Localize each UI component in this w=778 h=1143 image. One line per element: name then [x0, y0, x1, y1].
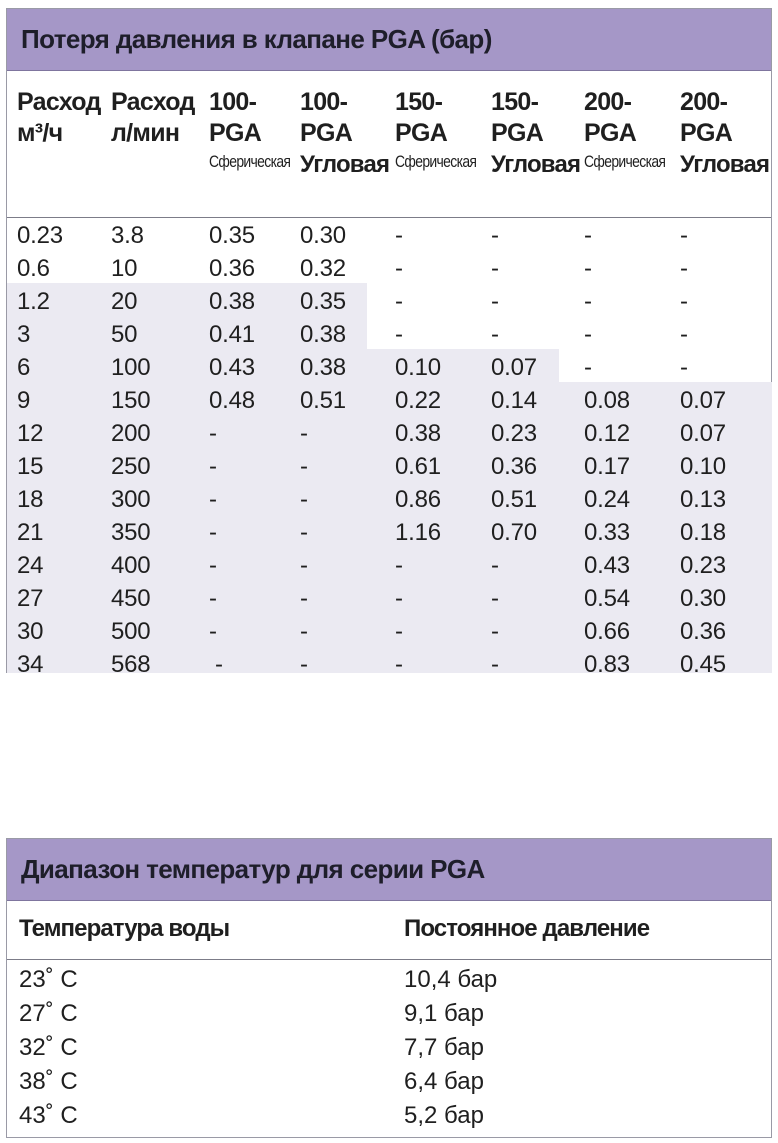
- header-150-pga-globe: [395, 87, 494, 174]
- table-row: [7, 1031, 771, 1065]
- table-cell: 0.36: [209, 255, 255, 282]
- table-cell: 0.83: [584, 651, 630, 678]
- table-row: [7, 1065, 771, 1099]
- header-model: PGA: [584, 119, 637, 147]
- header-type: Угловая: [300, 151, 390, 178]
- table-cell: -: [584, 321, 592, 348]
- table-cell: 0.12: [584, 420, 630, 447]
- table-cell: 0.23: [491, 420, 537, 447]
- table-row: [7, 219, 771, 252]
- header-unit: м³/ч: [17, 119, 63, 147]
- table-cell: 6,4 бар: [404, 1068, 484, 1095]
- table-cell: 500: [111, 618, 151, 645]
- temperature-range-header: [7, 901, 771, 959]
- header-model: PGA: [680, 119, 733, 147]
- table-cell: -: [395, 585, 403, 612]
- temperature-range-rows: [7, 963, 771, 1133]
- table-cell: 0.17: [584, 453, 630, 480]
- table-cell: 300: [111, 486, 151, 513]
- table-row: [7, 549, 771, 582]
- header-model: PGA: [395, 119, 448, 147]
- table-cell: 150: [111, 387, 151, 414]
- table-cell: -: [680, 255, 688, 282]
- table-cell: 0.43: [209, 354, 255, 381]
- header-size: 200-: [680, 88, 728, 116]
- table-cell: -: [300, 486, 308, 513]
- table-cell: -: [491, 651, 499, 678]
- table-cell: 0.30: [680, 585, 726, 612]
- table-row: [7, 1099, 771, 1133]
- table-row: [7, 582, 771, 615]
- header-150-pga-angle: [491, 87, 580, 180]
- header-label: Расход: [111, 88, 195, 116]
- table-row: [7, 318, 771, 351]
- table-cell: -: [300, 585, 308, 612]
- header-type: Сферическая: [209, 152, 291, 171]
- temperature-range-table: [6, 838, 772, 1138]
- table-cell: 0.51: [300, 387, 346, 414]
- table-cell: 0.38: [395, 420, 441, 447]
- table-cell: -: [300, 519, 308, 546]
- table-cell: -: [491, 618, 499, 645]
- header-size: 150-: [491, 88, 539, 116]
- header-flow-m3h: [17, 87, 101, 149]
- table-cell: 0.33: [584, 519, 630, 546]
- table-cell: 0.18: [680, 519, 726, 546]
- table-cell: 34: [17, 651, 44, 678]
- header-200-pga-globe: [584, 87, 683, 174]
- table-cell: 1.2: [17, 288, 50, 315]
- table-cell: 0.24: [584, 486, 630, 513]
- table-row: [7, 963, 771, 997]
- table-cell: 0.38: [300, 354, 346, 381]
- header-divider: [7, 217, 771, 218]
- table-cell: 21: [17, 519, 44, 546]
- table-cell: 0.36: [680, 618, 726, 645]
- table-row: [7, 997, 771, 1031]
- header-model: PGA: [491, 119, 544, 147]
- table-cell: -: [395, 222, 403, 249]
- table-cell: -: [680, 321, 688, 348]
- table-cell: -: [300, 552, 308, 579]
- table-cell: 0.14: [491, 387, 537, 414]
- table-cell: -: [491, 321, 499, 348]
- table-cell: 0.54: [584, 585, 630, 612]
- table-cell: 27˚ C: [19, 1000, 78, 1027]
- table-cell: 0.35: [300, 288, 346, 315]
- table-cell: 250: [111, 453, 151, 480]
- table-cell: 0.32: [300, 255, 346, 282]
- table-row: [7, 384, 771, 417]
- table-cell: 0.13: [680, 486, 726, 513]
- table-cell: 0.43: [584, 552, 630, 579]
- table-row: [7, 483, 771, 516]
- header-100-pga-globe: [209, 87, 308, 174]
- table-cell: 6: [17, 354, 31, 381]
- table-cell: 50: [111, 321, 138, 348]
- table-cell: 0.41: [209, 321, 255, 348]
- table-cell: 0.23: [680, 552, 726, 579]
- table-cell: 0.35: [209, 222, 255, 249]
- pressure-loss-rows: [7, 219, 771, 681]
- table-cell: 0.08: [584, 387, 630, 414]
- table-cell: 0.45: [680, 651, 726, 678]
- table-row: [7, 252, 771, 285]
- table-cell: 7,7 бар: [404, 1034, 484, 1061]
- table-cell: 0.07: [491, 354, 537, 381]
- table-cell: 3.8: [111, 222, 144, 249]
- table-row: [7, 516, 771, 549]
- table-cell: 24: [17, 552, 44, 579]
- header-type: Сферическая: [584, 152, 666, 171]
- table-cell: -: [491, 222, 499, 249]
- table-cell: 0.10: [395, 354, 441, 381]
- table-cell: -: [491, 288, 499, 315]
- header-size: 100-: [300, 88, 348, 116]
- table-cell: 12: [17, 420, 44, 447]
- table-cell: 0.10: [680, 453, 726, 480]
- table-cell: 3: [17, 321, 31, 348]
- header-size: 150-: [395, 88, 443, 116]
- table-cell: 0.51: [491, 486, 537, 513]
- header-water-temperature: Температура воды: [19, 915, 230, 942]
- table-cell: 1.16: [395, 519, 441, 546]
- header-100-pga-angle: [300, 87, 389, 180]
- header-divider: [7, 959, 771, 960]
- table-cell: -: [209, 618, 217, 645]
- table-cell: 0.48: [209, 387, 255, 414]
- table-cell: -: [680, 288, 688, 315]
- table-cell: 0.61: [395, 453, 441, 480]
- pressure-loss-header: [7, 75, 771, 217]
- table-cell: -: [209, 585, 217, 612]
- pressure-loss-title: Потеря давления в клапане PGA (бар): [7, 9, 771, 71]
- table-cell: 350: [111, 519, 151, 546]
- table-cell: 0.6: [17, 255, 50, 282]
- table-cell: 200: [111, 420, 151, 447]
- table-cell: 0.38: [209, 288, 255, 315]
- table-cell: -: [300, 420, 308, 447]
- table-cell: -: [209, 453, 217, 480]
- table-cell: 0.22: [395, 387, 441, 414]
- table-cell: -: [395, 288, 403, 315]
- table-cell: -: [300, 618, 308, 645]
- table-cell: 0.23: [17, 222, 63, 249]
- table-cell: 0.30: [300, 222, 346, 249]
- table-cell: -: [209, 486, 217, 513]
- table-cell: -: [395, 651, 403, 678]
- table-cell: 27: [17, 585, 44, 612]
- table-cell: 9,1 бар: [404, 1000, 484, 1027]
- table-row: [7, 417, 771, 450]
- table-cell: 18: [17, 486, 44, 513]
- table-cell: 0.38: [300, 321, 346, 348]
- table-row: [7, 285, 771, 318]
- table-cell: 100: [111, 354, 151, 381]
- header-unit: л/мин: [111, 119, 180, 147]
- table-cell: 15: [17, 453, 44, 480]
- table-cell: -: [584, 255, 592, 282]
- table-cell: 20: [111, 288, 138, 315]
- table-row: [7, 648, 771, 681]
- table-cell: -: [395, 618, 403, 645]
- table-cell: 0.07: [680, 387, 726, 414]
- table-cell: -: [215, 651, 223, 678]
- table-cell: 43˚ C: [19, 1102, 78, 1129]
- table-cell: -: [491, 552, 499, 579]
- header-flow-lmin: [111, 87, 195, 149]
- table-cell: -: [584, 288, 592, 315]
- table-cell: 400: [111, 552, 151, 579]
- table-cell: -: [584, 354, 592, 381]
- table-row: [7, 351, 771, 384]
- table-cell: 5,2 бар: [404, 1102, 484, 1129]
- table-cell: 450: [111, 585, 151, 612]
- table-cell: -: [680, 222, 688, 249]
- table-row: [7, 450, 771, 483]
- table-cell: -: [300, 453, 308, 480]
- table-cell: -: [680, 354, 688, 381]
- table-cell: 0.70: [491, 519, 537, 546]
- table-cell: -: [209, 420, 217, 447]
- header-constant-pressure: Постоянное давление: [404, 915, 650, 942]
- table-cell: 568: [111, 651, 151, 678]
- table-cell: 0.86: [395, 486, 441, 513]
- table-cell: 10,4 бар: [404, 966, 498, 993]
- header-model: PGA: [300, 119, 353, 147]
- header-size: 100-: [209, 88, 257, 116]
- table-cell: 38˚ C: [19, 1068, 78, 1095]
- table-cell: 32˚ C: [19, 1034, 78, 1061]
- table-cell: 0.66: [584, 618, 630, 645]
- header-size: 200-: [584, 88, 632, 116]
- header-model: PGA: [209, 119, 262, 147]
- table-cell: 10: [111, 255, 138, 282]
- header-type: Сферическая: [395, 152, 477, 171]
- table-cell: -: [395, 255, 403, 282]
- table-cell: -: [209, 519, 217, 546]
- temperature-range-title: Диапазон температур для серии PGA: [7, 839, 771, 901]
- table-cell: -: [491, 585, 499, 612]
- table-cell: -: [300, 651, 308, 678]
- table-cell: 30: [17, 618, 44, 645]
- table-row: [7, 615, 771, 648]
- header-type: Угловая: [680, 151, 770, 178]
- table-cell: -: [395, 321, 403, 348]
- header-label: Расход: [17, 88, 101, 116]
- table-cell: -: [584, 222, 592, 249]
- table-cell: 9: [17, 387, 31, 414]
- header-type: Угловая: [491, 151, 581, 178]
- table-cell: 0.07: [680, 420, 726, 447]
- header-200-pga-angle: [680, 87, 769, 180]
- table-cell: -: [395, 552, 403, 579]
- pressure-loss-table: [6, 8, 772, 678]
- table-cell: 23˚ C: [19, 966, 78, 993]
- table-cell: -: [209, 552, 217, 579]
- table-cell: -: [491, 255, 499, 282]
- table-cell: 0.36: [491, 453, 537, 480]
